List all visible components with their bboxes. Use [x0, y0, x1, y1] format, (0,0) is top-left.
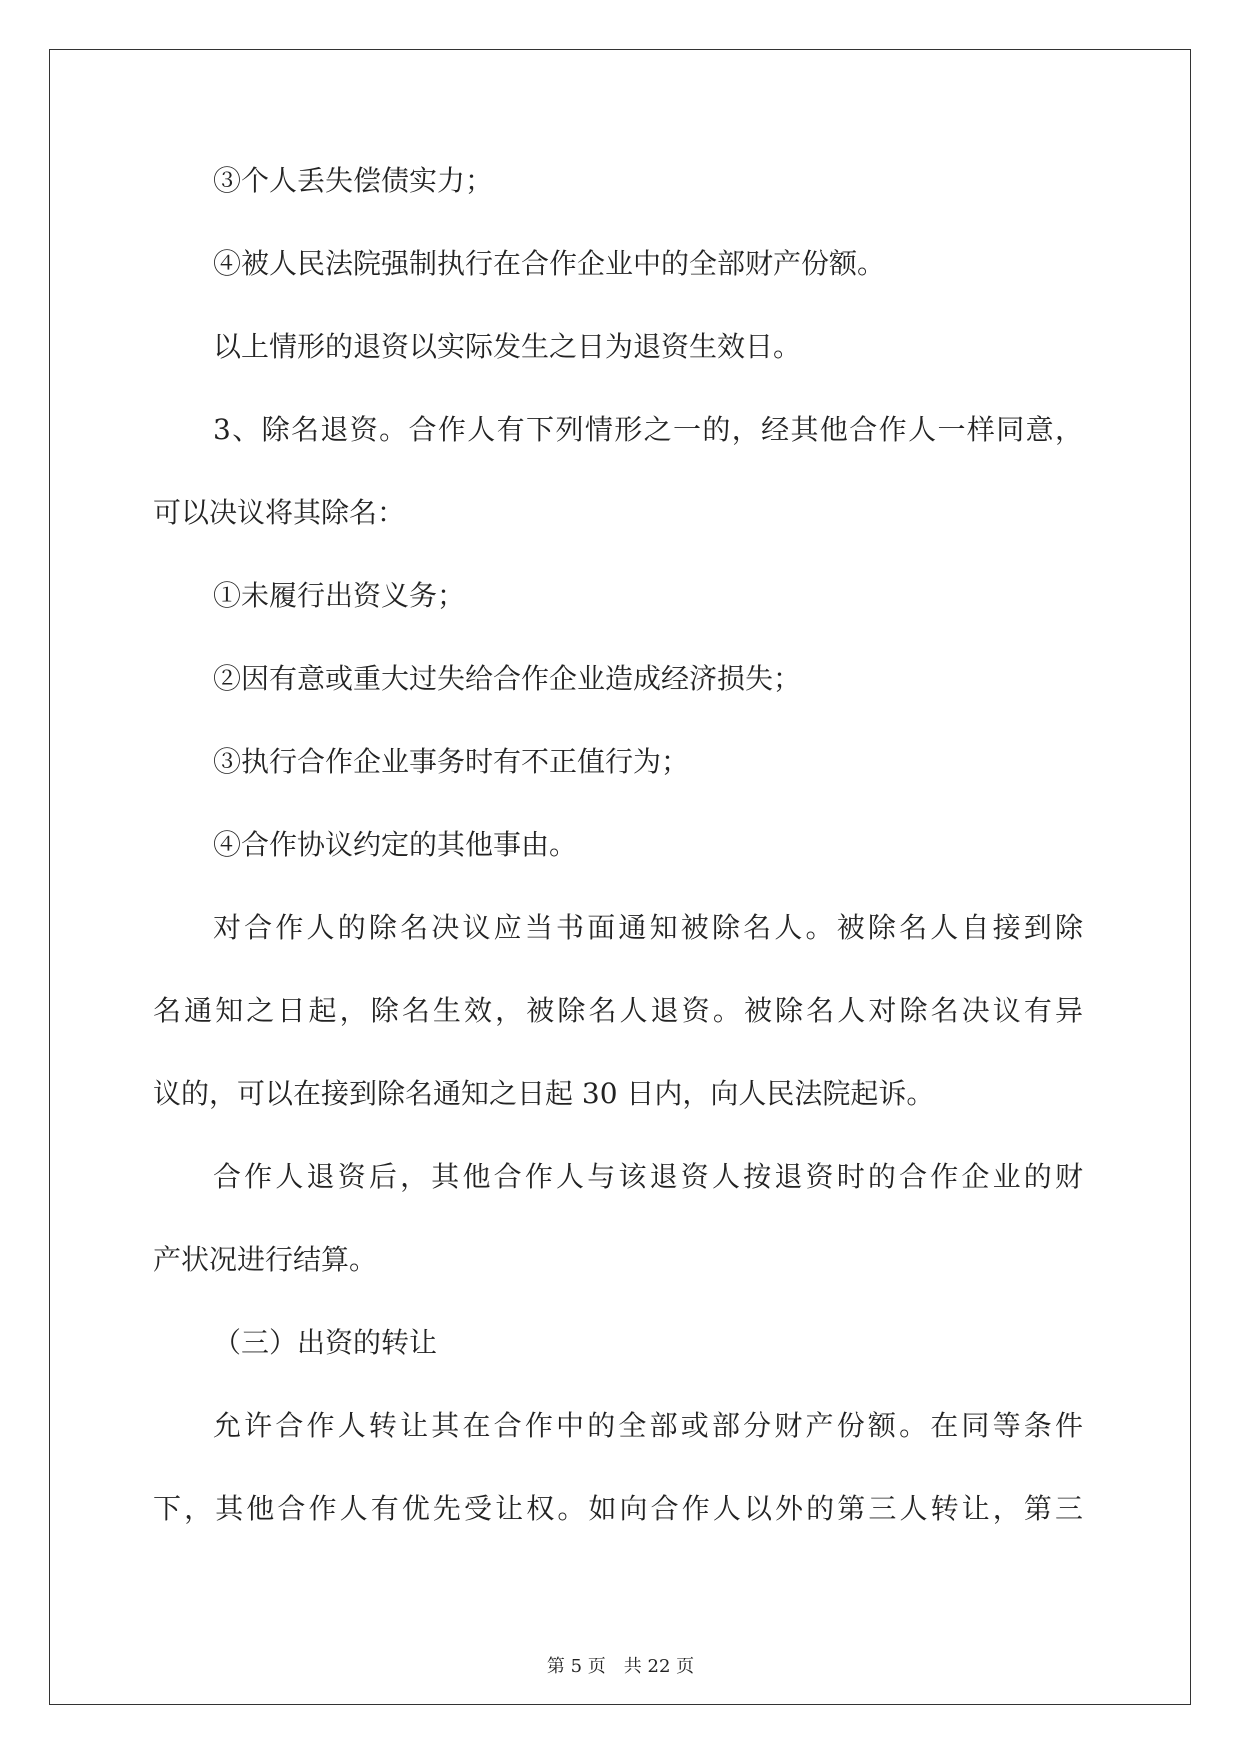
document-body	[153, 163, 1083, 1574]
page-number-footer: 第 5 页 共 22 页	[546, 1656, 695, 1677]
section-heading: （三）出资的转让	[213, 1326, 438, 1359]
paragraph-line: 3、除名退资。合作人有下列情形之一的，经其他合作人一样同意，	[213, 413, 1083, 446]
paragraph-line: 可以决议将其除名：	[153, 496, 406, 529]
paragraph-line: ③个人丢失偿债实力；	[213, 164, 494, 197]
paragraph-line: 下，其他合作人有优先受让权。如向合作人以外的第三人转让，第三	[153, 1492, 1083, 1525]
paragraph-line: 合作人退资后，其他合作人与该退资人按退资时的合作企业的财	[213, 1160, 1083, 1193]
paragraph-line: ②因有意或重大过失给合作企业造成经济损失；	[213, 662, 802, 695]
paragraph-line: 以上情形的退资以实际发生之日为退资生效日。	[213, 330, 802, 363]
paragraph-line: ④被人民法院强制执行在合作企业中的全部财产份额。	[213, 247, 886, 280]
paragraph-line: 名通知之日起，除名生效，被除名人退资。被除名人对除名决议有异	[153, 994, 1083, 1027]
paragraph-line: ①未履行出资义务；	[213, 579, 466, 612]
paragraph-line: 允许合作人转让其在合作中的全部或部分财产份额。在同等条件	[213, 1409, 1083, 1442]
paragraph-line: 对合作人的除名决议应当书面通知被除名人。被除名人自接到除	[213, 911, 1083, 944]
paragraph-line: ④合作协议约定的其他事由。	[213, 828, 578, 861]
paragraph-line: 产状况进行结算。	[153, 1243, 378, 1276]
paragraph-line: ③执行合作企业事务时有不正值行为；	[213, 745, 690, 778]
paragraph-line: 议的，可以在接到除名通知之日起 30 日内，向人民法院起诉。	[153, 1077, 935, 1110]
